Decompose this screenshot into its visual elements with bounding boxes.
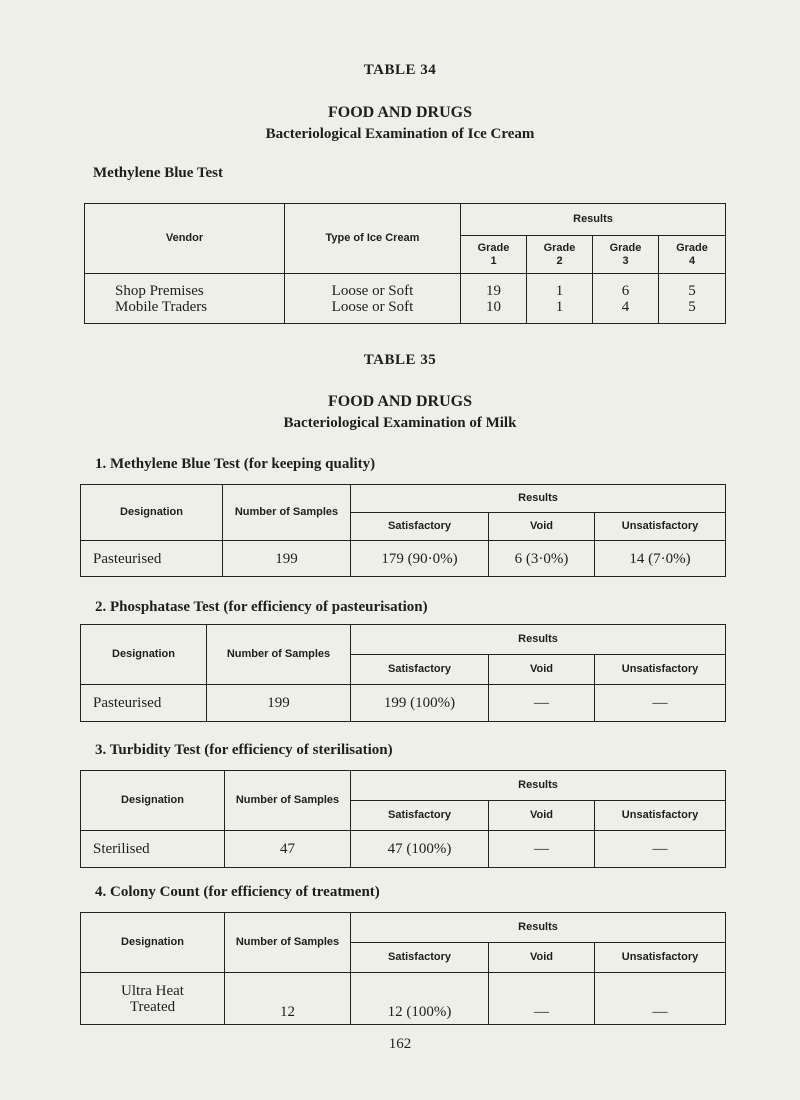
satisfactory-cell: 179 (90·0%) — [351, 541, 489, 577]
colony-count-table — [80, 912, 726, 1025]
table34-title: TABLE 34 — [363, 62, 437, 78]
col-unsatisfactory: Unsatisfactory — [595, 943, 726, 973]
test4-title: 4. Colony Count (for efficiency of treatment) — [95, 884, 380, 900]
vendor-cell: Mobile Traders — [115, 298, 208, 315]
grade1-cell: 10 — [486, 298, 501, 315]
samples-cell: 47 — [225, 831, 351, 868]
unsatisfactory-cell: — — [595, 831, 726, 868]
col-grade-2: Grade 2 — [527, 236, 593, 274]
col-void: Void — [489, 943, 595, 973]
methylene-blue-milk-table — [80, 484, 726, 577]
void-cell: — — [489, 685, 595, 722]
turbidity-table — [80, 770, 726, 868]
col-void: Void — [489, 801, 595, 831]
void-cell: 6 (3·0%) — [489, 541, 595, 577]
grade4-cell: 5 — [688, 282, 696, 299]
ice-cream-table — [84, 203, 726, 324]
satisfactory-cell: 12 (100%) — [351, 973, 489, 1025]
col-results: Results — [351, 913, 726, 943]
col-vendor: Vendor — [85, 204, 285, 274]
satisfactory-cell: 199 (100%) — [351, 685, 489, 722]
table-row — [81, 831, 726, 868]
col-satisfactory: Satisfactory — [351, 801, 489, 831]
satisfactory-cell: 47 (100%) — [351, 831, 489, 868]
test2-title: 2. Phosphatase Test (for efficiency of pasteurisation) — [95, 599, 428, 615]
col-designation: Designation — [81, 771, 225, 831]
grade1-cell: 19 — [486, 282, 501, 299]
col-void: Void — [489, 513, 595, 541]
table35-subheading: Bacteriological Examination of Milk — [283, 415, 517, 431]
col-grade-3: Grade 3 — [593, 236, 659, 274]
col-satisfactory: Satisfactory — [351, 513, 489, 541]
col-designation: Designation — [81, 485, 223, 541]
col-designation: Designation — [81, 625, 207, 685]
samples-cell: 199 — [207, 685, 351, 722]
samples-cell: 199 — [223, 541, 351, 577]
table-row — [85, 274, 726, 324]
table-row — [81, 541, 726, 577]
table-row — [81, 973, 726, 1025]
designation-cell: Sterilised — [81, 831, 225, 868]
table35-title: TABLE 35 — [363, 352, 437, 368]
type-cell: Loose or Soft — [331, 282, 414, 299]
col-samples: Number of Samples — [223, 485, 351, 541]
col-results: Results — [461, 204, 726, 236]
unsatisfactory-cell: — — [595, 973, 726, 1025]
col-results: Results — [351, 485, 726, 513]
col-void: Void — [489, 655, 595, 685]
page-number: 162 — [388, 1036, 412, 1052]
col-unsatisfactory: Unsatisfactory — [595, 801, 726, 831]
void-cell: — — [489, 973, 595, 1025]
col-satisfactory: Satisfactory — [351, 943, 489, 973]
unsatisfactory-cell: — — [595, 685, 726, 722]
void-cell: — — [489, 831, 595, 868]
table34-subheading: Bacteriological Examination of Ice Cream — [265, 126, 535, 142]
designation-cell: Pasteurised — [81, 541, 223, 577]
col-designation: Designation — [81, 913, 225, 973]
col-samples: Number of Samples — [225, 771, 351, 831]
vendor-cell: Shop Premises — [115, 282, 204, 299]
table34-section: Methylene Blue Test — [93, 165, 223, 181]
table35-heading: FOOD AND DRUGS — [327, 393, 472, 410]
table34-heading: FOOD AND DRUGS — [327, 104, 472, 121]
test3-title: 3. Turbidity Test (for efficiency of sterilisation) — [95, 742, 393, 758]
samples-cell: 12 — [225, 973, 351, 1025]
grade2-cell: 1 — [555, 298, 564, 315]
col-grade-4: Grade 4 — [659, 236, 726, 274]
unsatisfactory-cell: 14 (7·0%) — [595, 541, 726, 577]
col-grade-1: Grade 1 — [461, 236, 527, 274]
designation-cell: Ultra Heat Treated — [81, 973, 225, 1025]
phosphatase-table — [80, 624, 726, 722]
col-samples: Number of Samples — [225, 913, 351, 973]
col-unsatisfactory: Unsatisfactory — [595, 513, 726, 541]
col-results: Results — [351, 625, 726, 655]
col-samples: Number of Samples — [207, 625, 351, 685]
col-results: Results — [351, 771, 726, 801]
col-type: Type of Ice Cream — [285, 204, 461, 274]
grade3-cell: 6 — [621, 282, 630, 299]
grade4-cell: 5 — [688, 298, 696, 315]
designation-cell: Pasteurised — [81, 685, 207, 722]
grade2-cell: 1 — [555, 282, 564, 299]
col-satisfactory: Satisfactory — [351, 655, 489, 685]
table-row — [81, 685, 726, 722]
type-cell: Loose or Soft — [331, 298, 414, 315]
col-unsatisfactory: Unsatisfactory — [595, 655, 726, 685]
test1-title: 1. Methylene Blue Test (for keeping quality) — [95, 456, 376, 472]
grade3-cell: 4 — [621, 298, 630, 315]
